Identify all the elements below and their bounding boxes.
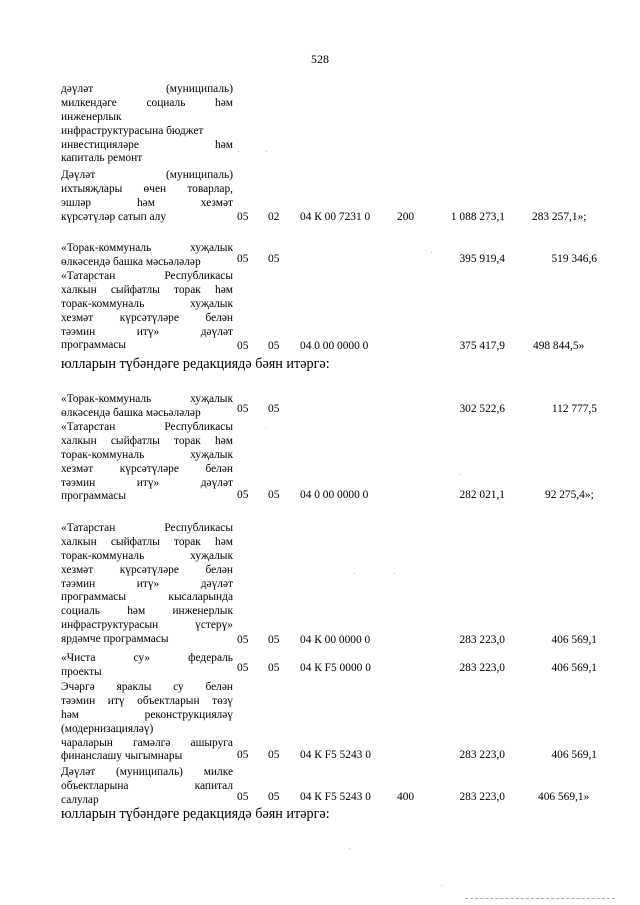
subsection-code: 05 [268, 662, 280, 674]
amount-year-2: 406 569,1 [551, 749, 597, 761]
section-code: 05 [237, 662, 249, 674]
amount-year-2: 283 257,1»; [532, 211, 587, 223]
amount-year-2: 519 346,6 [551, 253, 597, 265]
row-description: Дәүләт (муниципаль) милке объектларына капитал салулар [61, 766, 233, 806]
subsection-code: 05 [268, 340, 280, 352]
row-description: Дәүләт (муниципаль) ихтыяҗлары өчен товарлар, эшләр һәм хезмәт күрсәтүләр сатып алу [61, 169, 233, 223]
subsection-code: 05 [268, 749, 280, 761]
target-code: 04 К F5 0000 0 [300, 662, 371, 674]
amendment-instruction: юлларын түбәндәге редакциядә бәян итәргә: [61, 806, 330, 822]
section-code: 05 [237, 791, 249, 803]
target-code: 04 0 00 0000 0 [300, 489, 369, 501]
scan-speck [266, 151, 267, 152]
subsection-code: 05 [268, 634, 280, 646]
target-code: 04 К 00 7231 0 [300, 211, 371, 223]
target-code: 04 0 00 0000 0 [300, 340, 369, 352]
subsection-code: 05 [268, 403, 280, 415]
row-description: дәүләт (муниципаль) милкендәге социаль һәм инженерлык инфраструктурасына бюджет инвестицияләре һәм капиталь ремонт [61, 83, 233, 165]
subsection-code: 05 [268, 253, 280, 265]
scan-speck [431, 252, 432, 253]
row-description: «Торак-коммуналь хуҗалык өлкәсендә башка мәсьәләләр [61, 242, 233, 268]
scan-speck [238, 151, 239, 152]
section-code: 05 [237, 340, 249, 352]
amount-year-1: 283 223,0 [459, 749, 505, 761]
amendment-instruction: юлларын түбәндәге редакциядә бәян итәргә: [61, 356, 330, 372]
target-code: 04 К F5 5243 0 [300, 749, 371, 761]
amount-year-1: 1 088 273,1 [450, 211, 505, 223]
section-code: 05 [237, 211, 249, 223]
row-description: «Татарстан Республикасы халкын сыйфатлы торак һәм торак-коммуналь хуҗалык хезмәт күрсәтүләре белән тәэмин итү» дәүләт программасы [61, 421, 233, 503]
amount-year-1: 375 417,9 [459, 340, 505, 352]
expense-type-code: 400 [397, 791, 415, 803]
amount-year-2: 112 777,5 [551, 403, 597, 415]
target-code: 04 К 00 0000 0 [300, 634, 371, 646]
row-description: «Татарстан Республикасы халкын сыйфатлы торак һәм торак-коммуналь хуҗалык хезмәт күрсәтүләре белән тәэмин итү» дәүләт программасы [61, 270, 233, 352]
section-code: 05 [237, 634, 249, 646]
expense-type-code: 200 [397, 211, 415, 223]
amount-year-2: 498 844,5» [533, 340, 585, 352]
section-code: 05 [237, 749, 249, 761]
amount-year-1: 283 223,0 [459, 791, 505, 803]
scan-speck [354, 573, 355, 574]
amount-year-2: 406 569,1 [551, 662, 597, 674]
amount-year-1: 283 223,0 [459, 634, 505, 646]
page-number: 528 [311, 52, 329, 66]
scan-edge-line [465, 898, 615, 899]
scan-speck [441, 885, 442, 886]
subsection-code: 05 [268, 791, 280, 803]
scan-speck [265, 427, 266, 428]
row-description: «Татарстан Республикасы халкын сыйфатлы торак һәм торак-коммуналь хуҗалык хезмәт күрсәтүләре белән тәэмин итү» дәүләт программасы кысаларында социаль һәм инженерлык инфраструктурасын үстерү» ярдәмче программасы [61, 522, 233, 646]
section-code: 05 [237, 403, 249, 415]
scan-speck [349, 848, 350, 849]
scan-speck [459, 474, 460, 475]
amount-year-2: 406 569,1» [538, 791, 590, 803]
row-description: Эчәргә яраклы су белән тәэмин итү объектларын төзү һәм реконструкцияләү (модернизацияләү) чараларын гамәлгә ашыруга финанслашу чыгымнары [61, 681, 233, 763]
row-description: «Торак-коммуналь хуҗалык өлкәсендә башка мәсьәләләр [61, 393, 233, 419]
amount-year-2: 92 275,4»; [545, 489, 594, 501]
amount-year-1: 283 223,0 [459, 662, 505, 674]
amount-year-1: 282 021,1 [459, 489, 505, 501]
subsection-code: 02 [268, 211, 280, 223]
row-description: «Чиста су» федераль проекты [61, 652, 233, 678]
section-code: 05 [237, 489, 249, 501]
scan-speck [394, 573, 395, 574]
amount-year-1: 302 522,6 [459, 403, 505, 415]
target-code: 04 К F5 5243 0 [300, 791, 371, 803]
section-code: 05 [237, 253, 249, 265]
subsection-code: 05 [268, 489, 280, 501]
amount-year-1: 395 919,4 [459, 253, 505, 265]
amount-year-2: 406 569,1 [551, 634, 597, 646]
